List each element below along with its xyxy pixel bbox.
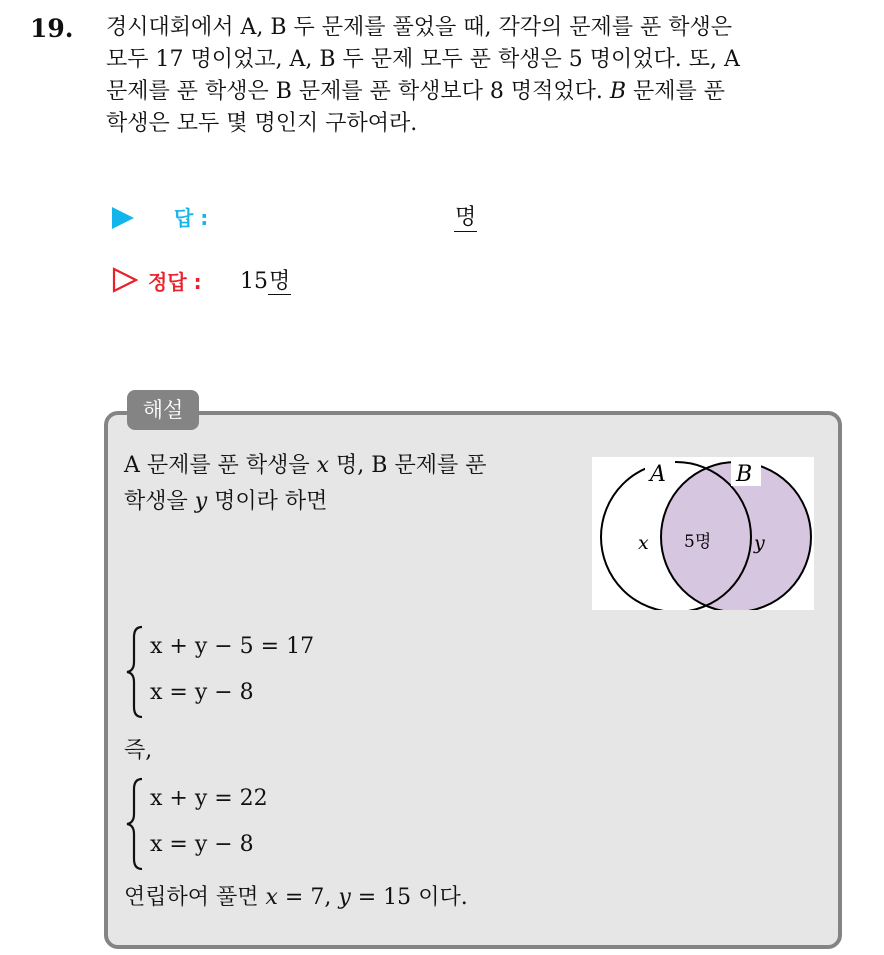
system-2-eq-1: x + y = 22 — [150, 786, 268, 811]
problem-line-3-text: 문제를 푼 학생은 B 문제를 푼 학생보다 8 명적었다. — [106, 79, 610, 104]
conclusion-x-eq: = 7, — [277, 885, 339, 910]
conclusion-y-eq: = 15 — [350, 885, 419, 910]
intro-2-a: 학생을 — [124, 489, 195, 514]
venn-label-a: A — [650, 462, 666, 487]
problem-number: 19. — [30, 14, 74, 43]
intro-1-var: x — [316, 453, 330, 478]
intro-2-b: 명이라 하면 — [207, 489, 328, 514]
answer-row[interactable] — [112, 200, 612, 236]
outline-triangle-icon — [112, 267, 138, 293]
intro-1-b: 명, B 문제를 푼 — [329, 453, 487, 478]
correct-answer-value-wrap — [240, 264, 291, 295]
venn-region-y: y — [754, 532, 765, 554]
venn-diagram — [592, 457, 814, 610]
venn-region-x: x — [638, 532, 649, 554]
solution-intro-line-1 — [124, 448, 486, 484]
equation-system-2 — [124, 776, 384, 872]
system-2-eq-2: x = y − 8 — [150, 832, 254, 857]
problem-line-3 — [106, 76, 866, 108]
correct-answer-unit: 명 — [269, 269, 291, 294]
left-brace-icon — [124, 776, 146, 872]
solution-intro — [124, 448, 486, 520]
venn-region-overlap: 5명 — [684, 532, 712, 552]
intro-2-var: y — [194, 489, 208, 514]
left-brace-icon — [124, 624, 146, 720]
connector-text: 즉, — [124, 738, 153, 763]
system-1-eq-2: x = y − 8 — [150, 680, 254, 705]
answer-label: 답 : — [174, 206, 209, 230]
problem-line-2: 모두 17 명이었고, A, B 두 문제 모두 푼 학생은 5 명이었다. 또, A — [106, 47, 740, 72]
venn-label-b: B — [736, 462, 753, 487]
conclusion-prefix: 연립하여 풀면 — [124, 885, 266, 910]
problem-text — [106, 12, 866, 140]
solution-intro-line-2 — [124, 484, 486, 520]
problem-line-4: 학생은 모두 몇 명인지 구하여라. — [106, 111, 418, 136]
equation-system-1 — [124, 624, 384, 720]
solution-tag: 해설 — [127, 390, 199, 430]
conclusion-suffix: 이다. — [418, 885, 468, 910]
correct-answer-label: 정답 : — [148, 270, 202, 294]
correct-answer-row — [112, 264, 612, 300]
system-1-eq-1: x + y − 5 = 17 — [150, 634, 315, 659]
answer-unit: 명 — [454, 200, 477, 232]
problem-line-3-var: B — [609, 79, 627, 104]
solution-conclusion — [124, 880, 468, 911]
correct-answer-value: 15 — [240, 269, 268, 294]
conclusion-y: y — [338, 885, 351, 910]
play-triangle-icon — [112, 207, 134, 229]
problem-line-1: 경시대회에서 A, B 두 문제를 풀었을 때, 각각의 문제를 푼 학생은 — [106, 15, 733, 40]
conclusion-x: x — [265, 885, 278, 910]
problem-line-3-tail: 문제를 푼 — [626, 79, 726, 104]
intro-1-a: A 문제를 푼 학생을 — [124, 453, 317, 478]
